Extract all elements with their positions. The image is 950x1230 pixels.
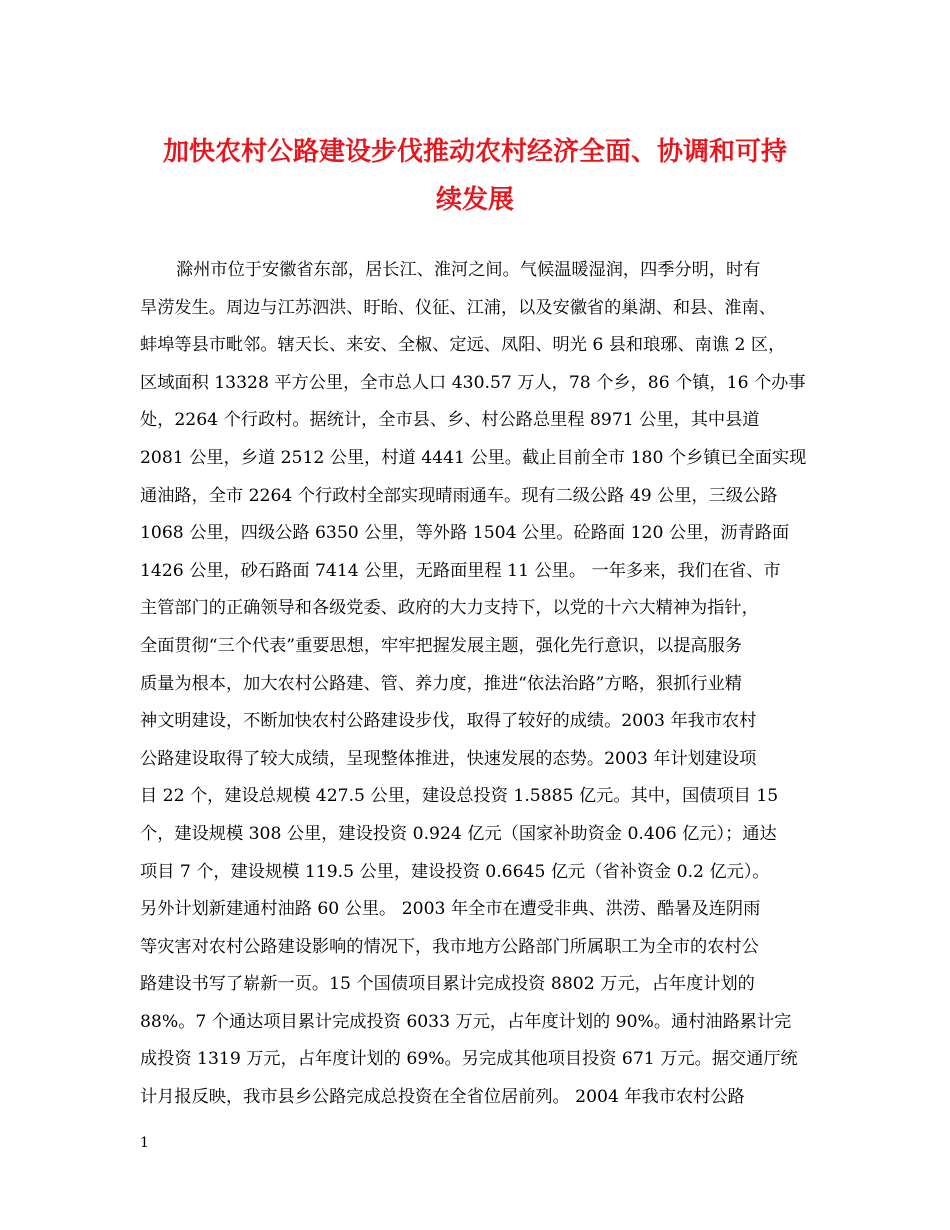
text-line: 项目 7 个，建设规模 119.5 公里，建设投资 0.6645 亿元（省补资金 0.2 亿元）。 <box>140 861 770 882</box>
document-title <box>130 128 820 224</box>
text-line: 滁州市位于安徽省东部，居长江、淮河之间。气候温暖湿润，四季分明，时有 <box>176 260 761 280</box>
text-line: 蚌埠等县市毗邻。辖天长、来安、全椒、定远、凤阳、明光 6 县和琅琊、南谯 2 区， <box>140 335 786 356</box>
text-line: 成投资 1319 万元，占年度计划的 69%。另完成其他项目投资 671 万元。据交通厅统 <box>140 1049 798 1070</box>
text-line: 旱涝发生。周边与江苏泗洪、盱眙、仪征、江浦，以及安徽省的巢湖、和县、淮南、 <box>140 297 776 318</box>
text-line: 等灾害对农村公路建设影响的情况下，我市地方公路部门所属职工为全市的农村公 <box>140 936 759 957</box>
text-line: 目 22 个，建设总规模 427.5 公里，建设总投资 1.5885 亿元。其中，国债项目 15 <box>140 786 779 807</box>
text-line: 88%。7 个通达项目累计完成投资 6033 万元，占年度计划的 90%。通村油路累计完 <box>140 1011 792 1032</box>
text-line: 公路建设取得了较大成绩，呈现整体推进，快速发展的态势。2003 年计划建设项 <box>140 748 757 769</box>
page-number: 1 <box>140 1135 149 1151</box>
text-line: 处，2264 个行政村。据统计，全市县、乡、村公路总里程 8971 公里，其中县道 <box>140 410 760 431</box>
text-line: 另外计划新建通村油路 60 公里。 2003 年全市在遭受非典、洪涝、酷暑及连阴雨 <box>140 899 761 920</box>
text-line: 主管部门的正确领导和各级党委、政府的大力支持下，以党的十六大精神为指针， <box>140 598 759 619</box>
text-line: 2081 公里，乡道 2512 公里，村道 4441 公里。截止目前全市 180 个乡镇已全面实现 <box>140 447 807 468</box>
text-line: 通油路，全市 2264 个行政村全部实现晴雨通车。现有二级公路 49 公里，三级公路 <box>140 485 778 506</box>
text-line: 质量为根本，加大农村公路建、管、养力度，推进“依法治路”方略，狠抓行业精 <box>140 673 742 694</box>
body-paragraph <box>140 252 816 1117</box>
text-line: 1426 公里，砂石路面 7414 公里，无路面里程 11 公里。 一年多来，我们在省、市 <box>140 560 781 581</box>
text-line: 1068 公里，四级公路 6350 公里，等外路 1504 公里。砼路面 120 公里，沥青路面 <box>140 523 790 544</box>
text-line: 全面贯彻“三个代表”重要思想，牢牢把握发展主题，强化先行意识，以提高服务 <box>140 635 742 656</box>
title-line-1: 加快农村公路建设步伐推动农村经济全面、协调和可持 <box>162 137 787 167</box>
title-line-2: 续发展 <box>435 185 514 215</box>
text-line: 区域面积 13328 平方公里，全市总人口 430.57 万人，78 个乡，86 个镇，16 个办事 <box>140 372 806 393</box>
text-line: 路建设书写了崭新一页。15 个国债项目累计完成投资 8802 万元，占年度计划的 <box>140 974 755 995</box>
text-line: 个，建设规模 308 公里，建设投资 0.924 亿元（国家补助资金 0.406 亿元）；通达 <box>140 823 777 844</box>
text-line: 计月报反映，我市县乡公路完成总投资在全省位居前列。 2004 年我市农村公路 <box>140 1087 745 1108</box>
text-line: 神文明建设，不断加快农村公路建设步伐，取得了较好的成绩。2003 年我市农村 <box>140 711 757 732</box>
